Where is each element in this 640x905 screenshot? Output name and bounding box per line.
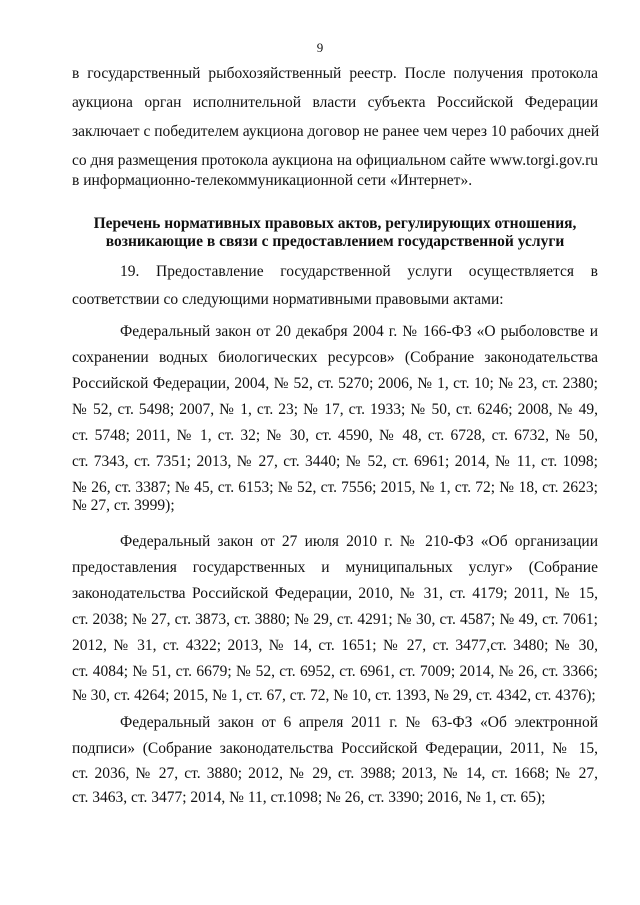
text-line: заключает с победителем аукциона договор не ранее чем через 10 рабочих дней (72, 123, 600, 140)
text-line: ст. 4084; № 51, ст. 6679; № 52, ст. 6952, ст. 6961, ст. 7009; 2014, № 26, ст. 3366; (72, 663, 598, 680)
text-line: ст. 3463, ст. 3477; 2014, № 11, ст.1098; № 26, ст. 3390; 2016, № 1, ст. 65); (72, 789, 546, 806)
page-number: 9 (316, 40, 324, 55)
text-line: подписи» (Собрание законодательства Российской Федерации, 2011, № 15, (72, 740, 598, 757)
heading-line: Перечень нормативных правовых актов, регулирующих отношения, (93, 215, 577, 232)
text-line: ст. 5748; 2011, № 1, ст. 32; № 30, ст. 4590, № 48, ст. 6728, ст. 6732, № 50, (72, 427, 598, 444)
text-line: № 26, ст. 3387; № 45, ст. 6153; № 52, ст. 7556; 2015, № 1, ст. 72; № 18, ст. 2623; (72, 479, 598, 496)
text-line: № 52, ст. 5498; 2007, № 1, ст. 23; № 17, ст. 1933; № 50, ст. 6246; 2008, № 49, (72, 401, 598, 418)
text-line: аукциона орган исполнительной власти субъекта Российской Федерации (72, 94, 598, 111)
text-line: Российской Федерации, 2004, № 52, ст. 5270; 2006, № 1, ст. 10; № 23, ст. 2380; (72, 375, 598, 392)
text-line: ст. 7343, ст. 7351; 2013, № 27, ст. 3440; № 52, ст. 6961; 2014, № 11, ст. 1098; (72, 453, 598, 470)
heading-line: возникающие в связи с предоставлением государственной услуги (105, 233, 565, 250)
text-line: 19. Предоставление государственной услуги осуществляется в (120, 263, 598, 280)
text-line: № 27, ст. 3999); (72, 497, 175, 514)
text-line: Федеральный закон от 6 апреля 2011 г. № 63-ФЗ «Об электронной (120, 714, 598, 731)
text-line: соответствии со следующими нормативными правовыми актами: (72, 291, 504, 308)
text-line: Федеральный закон от 20 декабря 2004 г. № 166-ФЗ «О рыболовстве и (120, 323, 598, 340)
text-line: в информационно-телекоммуникационной сети «Интернет». (72, 172, 473, 189)
text-line: законодательства Российской Федерации, 2010, № 31, ст. 4179; 2011, № 15, (72, 585, 598, 602)
text-line: предоставления государственных и муниципальных услуг» (Собрание (72, 559, 598, 576)
text-line: ст. 2038; № 27, ст. 3873, ст. 3880; № 29, ст. 4291; № 30, ст. 4587; № 49, ст. 7061; (72, 611, 598, 628)
text-line: в государственный рыбохозяйственный реестр. После получения протокола (72, 65, 598, 82)
text-line: со дня размещения протокола аукциона на официальном сайте www.torgi.gov.ru (72, 152, 598, 169)
text-line: 2012, № 31, ст. 4322; 2013, № 14, ст. 1651; № 27, ст. 3477,ст. 3480; № 30, (72, 637, 598, 654)
text-line: Федеральный закон от 27 июля 2010 г. № 210-ФЗ «Об организации (120, 533, 598, 550)
text-line: № 30, ст. 4264; 2015, № 1, ст. 67, ст. 72, № 10, ст. 1393, № 29, ст. 4342, ст. 4376); (72, 687, 596, 704)
text-line: ст. 2036, № 27, ст. 3880; 2012, № 29, ст. 3988; 2013, № 14, ст. 1668; № 27, (72, 765, 598, 782)
text-line: сохранении водных биологических ресурсов» (Собрание законодательства (72, 349, 598, 366)
